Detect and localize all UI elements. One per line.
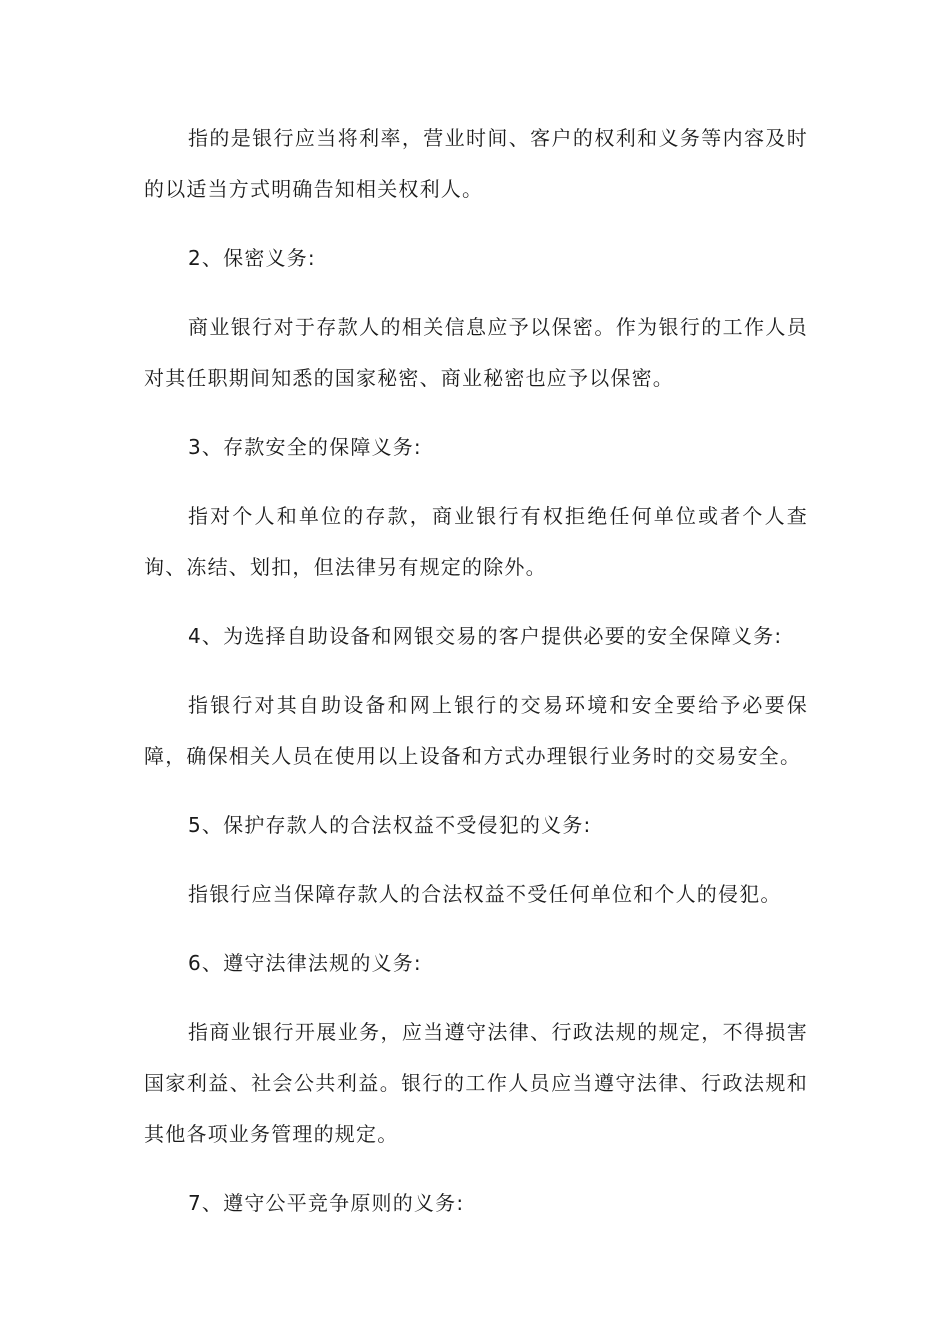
heading-confidentiality-duty: 2、保密义务: — [188, 246, 316, 270]
paragraph-self-service-security-duty: 指银行对其自助设备和网上银行的交易环境和安全要给予必要保障，确保相关人员在使用以上设备和方式办理银行业务时的交易安全。 — [144, 693, 808, 768]
heading-fair-competition-duty: 7、遵守公平竞争原则的义务: — [188, 1191, 465, 1215]
heading-law-compliance-duty: 6、遵守法律法规的义务: — [188, 951, 422, 975]
paragraph-deposit-safety-duty: 指对个人和单位的存款，商业银行有权拒绝任何单位或者个人查询、冻结、划扣，但法律另有规定的除外。 — [144, 504, 808, 579]
heading-deposit-safety-duty: 3、存款安全的保障义务: — [188, 435, 422, 459]
paragraph-depositor-rights-duty: 指银行应当保障存款人的合法权益不受任何单位和个人的侵犯。 — [188, 882, 782, 906]
paragraph-disclosure-duty: 指的是银行应当将利率，营业时间、客户的权利和义务等内容及时的以适当方式明确告知相关权利人。 — [144, 126, 808, 201]
paragraph-law-compliance-duty: 指商业银行开展业务，应当遵守法律、行政法规的规定，不得损害国家利益、社会公共利益。银行的工作人员应当遵守法律、行政法规和其他各项业务管理的规定。 — [144, 1020, 808, 1146]
paragraph-confidentiality-duty: 商业银行对于存款人的相关信息应予以保密。作为银行的工作人员对其任职期间知悉的国家秘密、商业秘密也应予以保密。 — [144, 315, 808, 390]
heading-self-service-security-duty: 4、为选择自助设备和网银交易的客户提供必要的安全保障义务: — [188, 624, 783, 648]
heading-depositor-rights-duty: 5、保护存款人的合法权益不受侵犯的义务: — [188, 813, 592, 837]
document-body — [144, 113, 808, 1247]
